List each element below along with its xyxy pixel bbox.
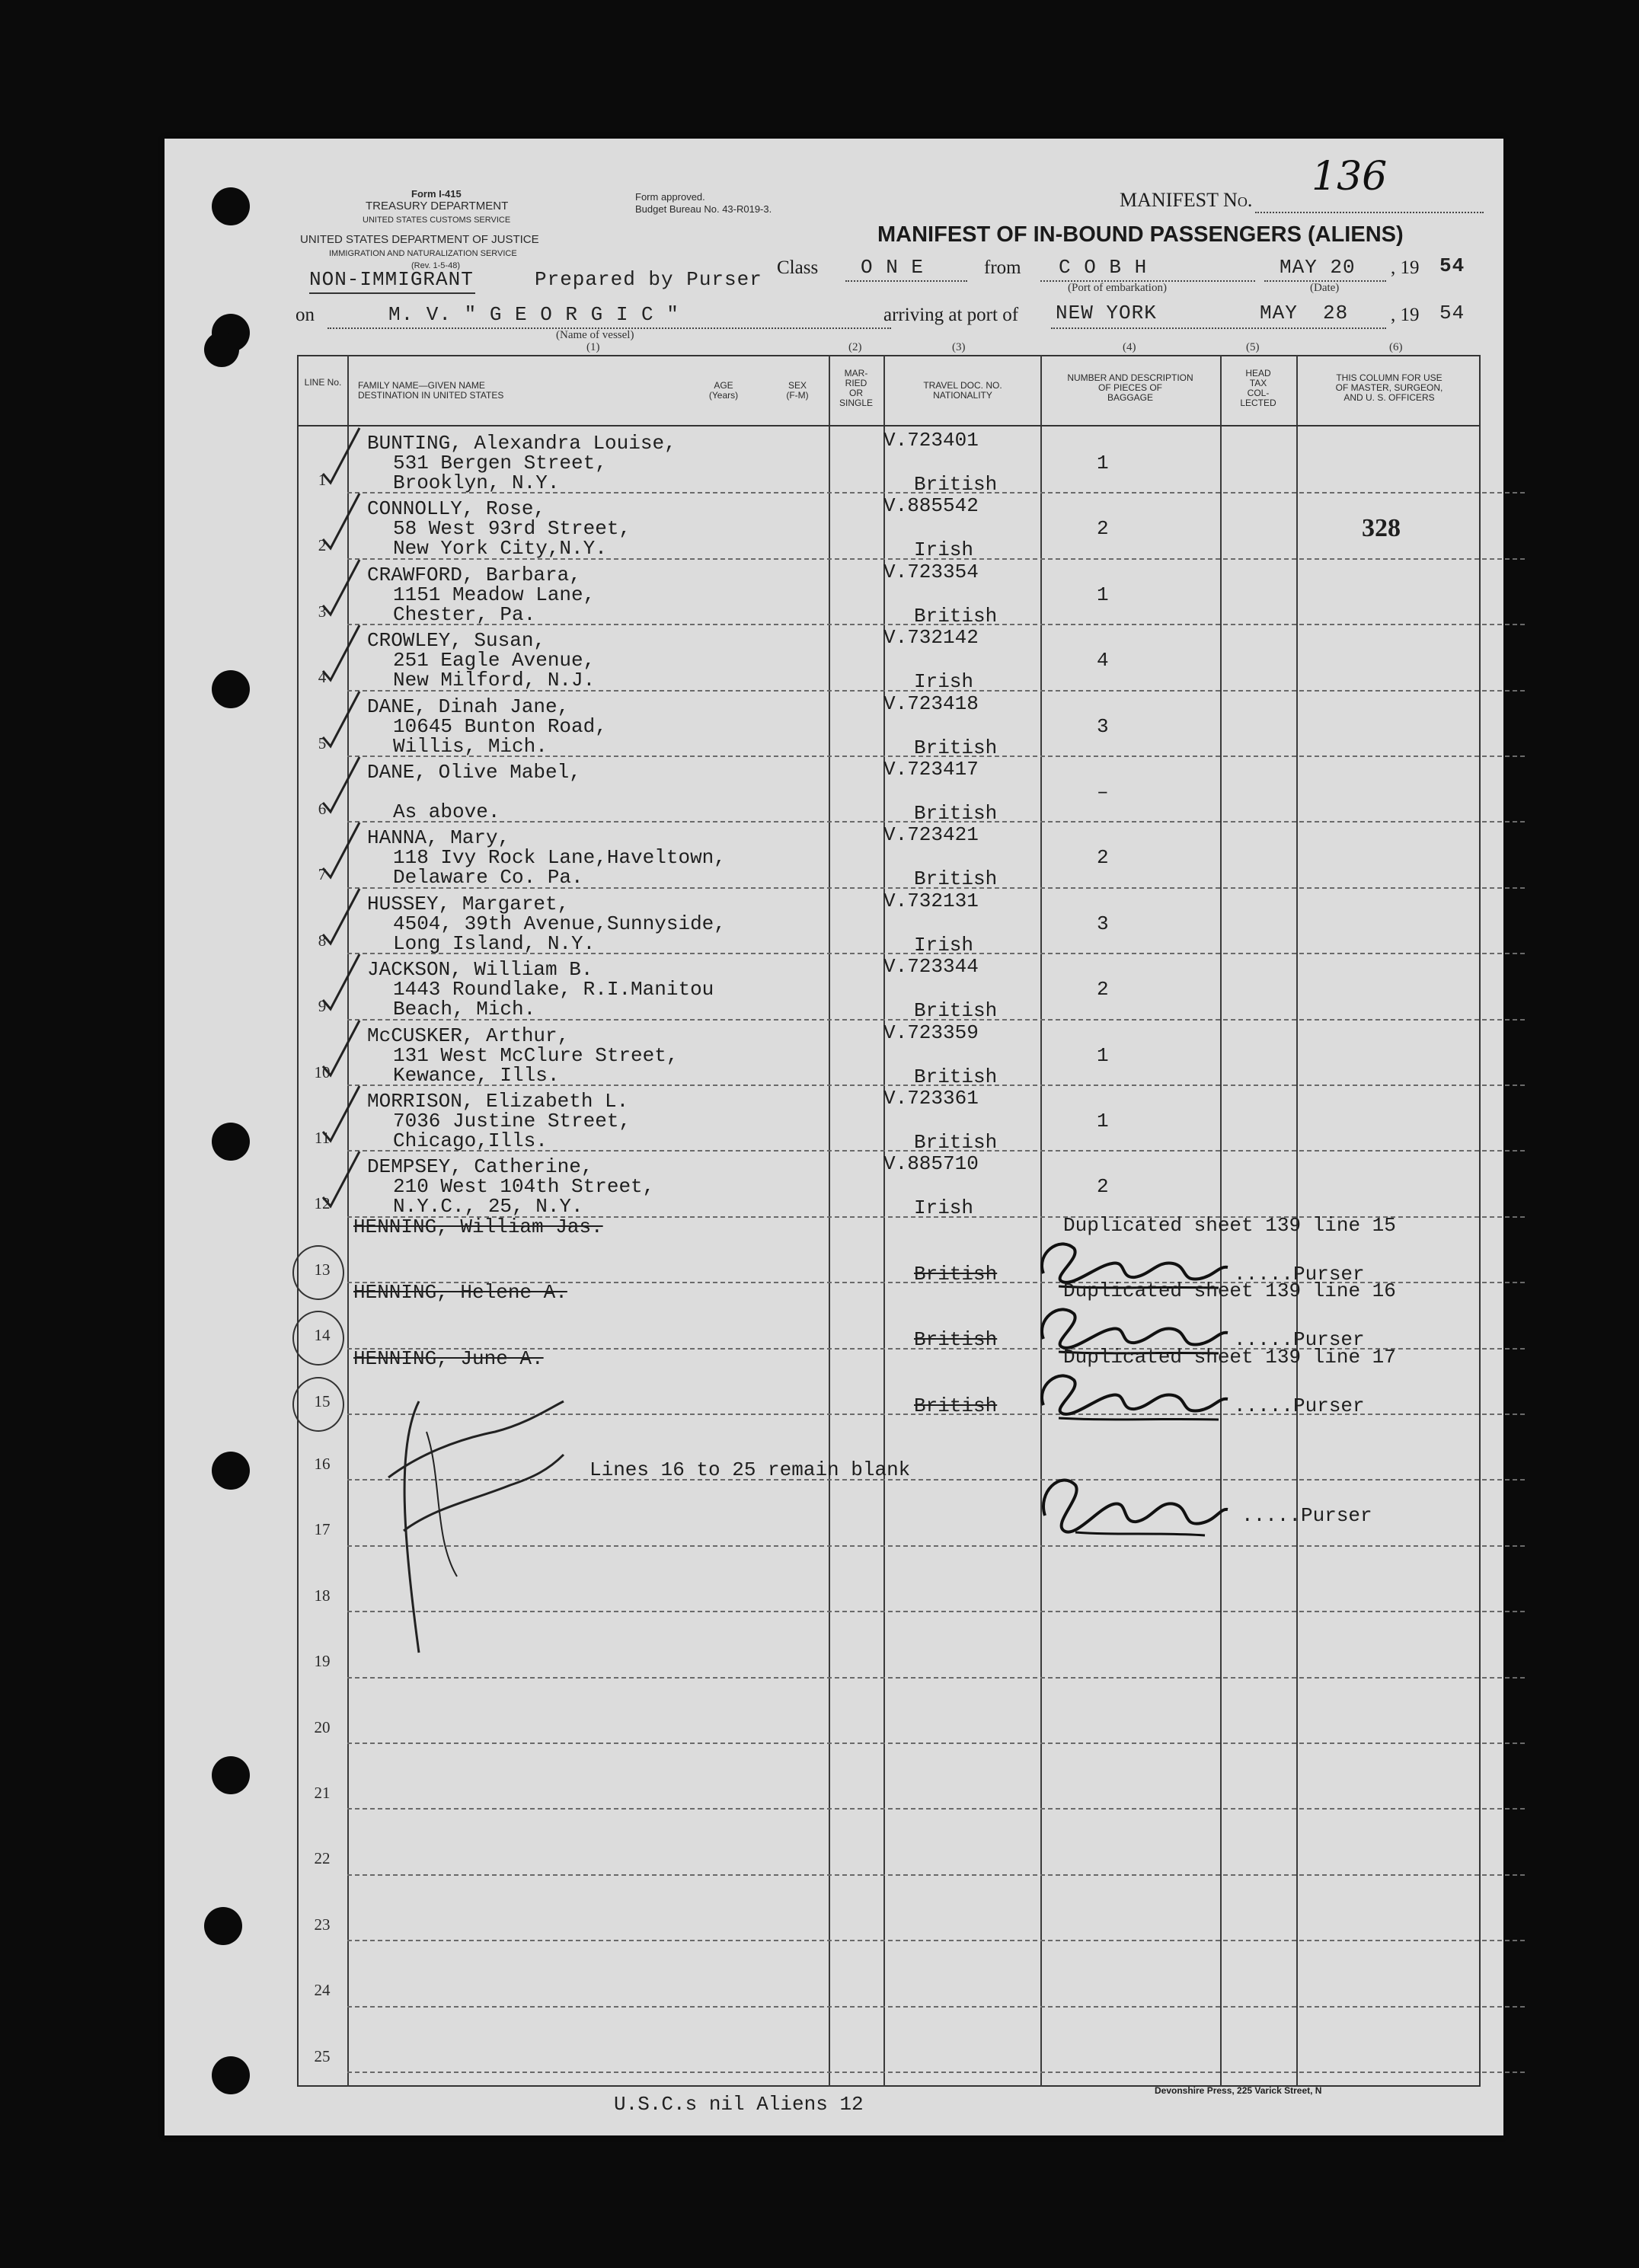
check-mark bbox=[318, 815, 364, 883]
row-separator bbox=[347, 1808, 1525, 1810]
form-number: Form I-415 bbox=[411, 188, 462, 200]
struck-nationality: British bbox=[914, 1394, 998, 1417]
travel-doc-no: V.723401 bbox=[883, 429, 979, 452]
col-num-6: (6) bbox=[1389, 341, 1403, 353]
struck-passenger-name: HENNING, June A. bbox=[353, 1346, 544, 1370]
address-line: New Milford, N.J. bbox=[393, 669, 596, 692]
justice-dept: UNITED STATES DEPARTMENT OF JUSTICE bbox=[300, 233, 539, 246]
budget-bureau: Budget Bureau No. 43-R019-3. bbox=[635, 203, 772, 215]
travel-doc-no: V.723417 bbox=[883, 758, 979, 781]
baggage-count: 3 bbox=[1097, 912, 1109, 935]
travel-doc-no: V.723418 bbox=[883, 692, 979, 715]
baggage-count: – bbox=[1097, 781, 1109, 803]
check-mark bbox=[318, 1144, 364, 1212]
row-separator bbox=[347, 1743, 1525, 1744]
col-header-headtax: HEAD TAX COL- LECTED bbox=[1240, 368, 1276, 408]
address-line: 1151 Meadow Lane, bbox=[393, 583, 596, 606]
port-embark-caption: (Port of embarkation) bbox=[1068, 282, 1167, 294]
line-number: 19 bbox=[314, 1652, 331, 1671]
manifest-no-label: MANIFEST No. bbox=[1120, 189, 1253, 211]
col-header-married: MAR- RIED OR SINGLE bbox=[839, 368, 873, 408]
travel-doc-no: V.732131 bbox=[883, 889, 979, 912]
check-mark bbox=[318, 420, 364, 489]
passenger-name: HANNA, Mary, bbox=[367, 826, 510, 850]
address-line: Kewance, Ills. bbox=[393, 1063, 560, 1087]
check-mark bbox=[318, 552, 364, 621]
baggage-count: 1 bbox=[1097, 1043, 1109, 1067]
passenger-name: CONNOLLY, Rose, bbox=[367, 497, 546, 521]
address-line: 1443 Roundlake, R.I.Manitou bbox=[393, 978, 714, 1001]
baggage-count: 1 bbox=[1097, 583, 1109, 606]
address-line: Brooklyn, N.Y. bbox=[393, 471, 560, 494]
manifest-title: MANIFEST OF IN-BOUND PASSENGERS (ALIENS) bbox=[877, 222, 1404, 247]
on-label: on bbox=[296, 305, 315, 325]
inspector-signature bbox=[373, 1386, 571, 1660]
manifest-number: 136 bbox=[1312, 154, 1388, 200]
col-divider bbox=[1040, 355, 1042, 2087]
vessel-caption: (Name of vessel) bbox=[556, 329, 634, 341]
passenger-name: BUNTING, Alexandra Louise, bbox=[367, 432, 676, 455]
travel-doc-no: V.723359 bbox=[883, 1021, 979, 1044]
col-header-officers: THIS COLUMN FOR USE OF MASTER, SURGEON, AND U. S. OFFICERS bbox=[1335, 372, 1443, 403]
purser-signature bbox=[1030, 1462, 1243, 1546]
baggage-count: 2 bbox=[1097, 978, 1109, 1001]
address-line: 4504, 39th Avenue,Sunnyside, bbox=[393, 912, 726, 935]
address-line: Chicago,Ills. bbox=[393, 1129, 548, 1152]
class-label: Class bbox=[777, 257, 819, 278]
punch-hole bbox=[212, 670, 250, 708]
baggage-count: 1 bbox=[1097, 1110, 1109, 1132]
row-separator bbox=[347, 1874, 1525, 1876]
punch-hole bbox=[212, 1756, 250, 1794]
col-num-1: (1) bbox=[586, 341, 600, 353]
line-number: 7 bbox=[318, 865, 327, 884]
baggage-count: 2 bbox=[1097, 846, 1109, 870]
line-circle bbox=[292, 1311, 344, 1366]
struck-nationality: British bbox=[914, 1262, 998, 1286]
line-number: 20 bbox=[314, 1717, 331, 1736]
line-number: 9 bbox=[318, 997, 327, 1016]
travel-doc-no: V.885710 bbox=[883, 1152, 979, 1176]
passenger-name: CRAWFORD, Barbara, bbox=[367, 563, 581, 586]
address-line: 58 West 93rd Street, bbox=[393, 517, 631, 541]
address-line: 118 Ivy Rock Lane,Haveltown, bbox=[393, 846, 726, 870]
punch-hole bbox=[212, 1452, 250, 1490]
address-line: 10645 Bunton Road, bbox=[393, 714, 607, 738]
travel-doc-no: V.723361 bbox=[883, 1087, 979, 1110]
check-mark bbox=[318, 684, 364, 752]
baggage-count: 3 bbox=[1097, 714, 1109, 738]
col-num-5: (5) bbox=[1246, 341, 1260, 353]
officer-note: 328 bbox=[1362, 514, 1401, 543]
form-approved: Form approved. bbox=[635, 191, 705, 203]
arriving-label: arriving at port of bbox=[883, 305, 1019, 325]
address-line: 251 Eagle Avenue, bbox=[393, 649, 596, 672]
baggage-count: 2 bbox=[1097, 517, 1109, 541]
line-number: 6 bbox=[318, 800, 327, 818]
travel-doc-no: V.885542 bbox=[883, 494, 979, 518]
passenger-name: DANE, Olive Mabel, bbox=[367, 761, 581, 784]
row-separator bbox=[347, 1940, 1525, 1941]
year1: 54 bbox=[1439, 254, 1465, 277]
address-line: 7036 Justine Street, bbox=[393, 1110, 631, 1132]
travel-doc-no: V.723344 bbox=[883, 955, 979, 979]
nationality: Irish bbox=[914, 933, 974, 957]
nationality: British bbox=[914, 473, 998, 496]
nationality: Irish bbox=[914, 1196, 974, 1220]
customs-service: UNITED STATES CUSTOMS SERVICE bbox=[363, 216, 511, 225]
line-number: 4 bbox=[318, 668, 327, 687]
purser-label: .....Purser bbox=[1234, 1394, 1365, 1417]
revision: (Rev. 1-5-48) bbox=[411, 261, 460, 270]
row-separator bbox=[347, 1677, 1525, 1679]
blank-lines-note: Lines 16 to 25 remain blank bbox=[589, 1458, 911, 1481]
col-header-baggage: NUMBER AND DESCRIPTION OF PIECES OF BAGGAGE bbox=[1067, 372, 1193, 403]
nationality: Irish bbox=[914, 538, 974, 562]
check-mark bbox=[318, 947, 364, 1015]
col-header-age: AGE (Years) bbox=[708, 380, 739, 401]
address-line: N.Y.C., 25, N.Y. bbox=[393, 1195, 583, 1219]
address-line: Long Island, N.Y. bbox=[393, 931, 596, 955]
punch-hole bbox=[204, 1907, 242, 1945]
baggage-count: 1 bbox=[1097, 452, 1109, 474]
line-number: 2 bbox=[318, 536, 327, 555]
arrival-date: MAY 28 bbox=[1260, 302, 1349, 324]
manifest-no-underline bbox=[1255, 212, 1484, 213]
line-number: 23 bbox=[314, 1915, 331, 1934]
line-number: 11 bbox=[314, 1129, 331, 1147]
line-circle bbox=[292, 1377, 344, 1432]
col-header-line: LINE No. bbox=[304, 377, 342, 388]
passenger-name: JACKSON, William B. bbox=[367, 958, 593, 982]
struck-passenger-name: HENNING, William Jas. bbox=[353, 1215, 603, 1238]
passenger-name: MORRISON, Elizabeth L. bbox=[367, 1090, 629, 1113]
row-separator bbox=[347, 2006, 1525, 2008]
passenger-name: CROWLEY, Susan, bbox=[367, 629, 546, 653]
class-value: O N E bbox=[861, 256, 925, 279]
passenger-name: DANE, Dinah Jane, bbox=[367, 695, 570, 718]
address-line: Delaware Co. Pa. bbox=[393, 866, 583, 890]
nationality: Irish bbox=[914, 670, 974, 694]
nationality: British bbox=[914, 736, 998, 759]
struck-nationality: British bbox=[914, 1328, 998, 1352]
travel-doc-no: V.732142 bbox=[883, 626, 979, 650]
col-header-sex: SEX (F-M) bbox=[786, 380, 809, 401]
row-separator bbox=[347, 2072, 1525, 2073]
passenger-name: DEMPSEY, Catherine, bbox=[367, 1155, 593, 1179]
arrival-port: NEW YORK bbox=[1056, 302, 1157, 324]
check-mark bbox=[318, 1078, 364, 1147]
check-mark bbox=[318, 749, 364, 818]
col-num-4: (4) bbox=[1123, 341, 1136, 353]
address-line: Willis, Mich. bbox=[393, 734, 548, 758]
year2-prefix: , 19 bbox=[1391, 305, 1420, 325]
col-divider bbox=[883, 355, 885, 2087]
line-number: 1 bbox=[318, 471, 327, 489]
nationality: British bbox=[914, 867, 998, 891]
purser-label: .....Purser bbox=[1234, 1262, 1365, 1286]
duplicate-note: Duplicated sheet 139 line 16 bbox=[1063, 1279, 1396, 1303]
line-number: 15 bbox=[314, 1391, 331, 1410]
travel-doc-no: V.723421 bbox=[883, 823, 979, 847]
footer-summary: U.S.C.s nil Aliens 12 bbox=[614, 2093, 864, 2116]
arrival-underline bbox=[1051, 327, 1386, 329]
col-divider bbox=[829, 355, 830, 2087]
address-line: Chester, Pa. bbox=[393, 602, 536, 626]
from-port: C O B H bbox=[1059, 256, 1148, 279]
punch-hole bbox=[204, 332, 239, 367]
line-number: 5 bbox=[318, 733, 327, 752]
line-number: 10 bbox=[314, 1062, 331, 1081]
header-bottom-line bbox=[297, 425, 1481, 426]
from-label: from bbox=[984, 257, 1021, 278]
line-number: 3 bbox=[318, 602, 327, 621]
line-number: 18 bbox=[314, 1586, 331, 1605]
travel-doc-no: V.723354 bbox=[883, 560, 979, 583]
col-header-name: FAMILY NAME—GIVEN NAME DESTINATION IN UNITED STATES bbox=[358, 380, 504, 401]
line-circle bbox=[292, 1245, 344, 1300]
treasury-dept: TREASURY DEPARTMENT bbox=[366, 200, 509, 212]
non-immigrant: NON-IMMIGRANT bbox=[309, 268, 474, 291]
line-number: 12 bbox=[314, 1194, 331, 1213]
year2: 54 bbox=[1439, 302, 1465, 324]
line-number: 8 bbox=[318, 931, 327, 950]
nationality: British bbox=[914, 1065, 998, 1088]
line-number: 13 bbox=[314, 1260, 331, 1279]
line-number: 25 bbox=[314, 2046, 331, 2065]
line-number: 24 bbox=[314, 1981, 331, 2000]
address-line: As above. bbox=[393, 800, 500, 823]
punch-hole bbox=[212, 187, 250, 225]
passenger-name: McCUSKER, Arthur, bbox=[367, 1024, 570, 1047]
passenger-name: HUSSEY, Margaret, bbox=[367, 892, 570, 915]
nationality: British bbox=[914, 1131, 998, 1154]
address-line: 131 West McClure Street, bbox=[393, 1043, 679, 1067]
check-mark bbox=[318, 881, 364, 950]
nationality: British bbox=[914, 604, 998, 628]
check-mark bbox=[318, 486, 364, 554]
class-underline bbox=[845, 280, 967, 282]
address-line: New York City,N.Y. bbox=[393, 537, 607, 561]
prepared-by: Prepared by Purser bbox=[535, 268, 762, 291]
punch-hole bbox=[212, 2056, 250, 2094]
col-num-3: (3) bbox=[952, 341, 966, 353]
address-line: Beach, Mich. bbox=[393, 998, 536, 1021]
line-number: 14 bbox=[314, 1326, 331, 1345]
duplicate-note: Duplicated sheet 139 line 17 bbox=[1063, 1345, 1396, 1369]
address-line: 210 West 104th Street, bbox=[393, 1175, 655, 1199]
ins-service: IMMIGRATION AND NATURALIZATION SERVICE bbox=[329, 249, 517, 258]
baggage-count: 4 bbox=[1097, 649, 1109, 672]
year1-prefix: , 19 bbox=[1391, 257, 1420, 278]
baggage-count: 2 bbox=[1097, 1175, 1109, 1199]
departure-date: MAY 20 bbox=[1280, 256, 1356, 279]
line-number: 16 bbox=[314, 1455, 331, 1473]
col-header-travel: TRAVEL DOC. NO. NATIONALITY bbox=[923, 380, 1002, 401]
date-caption: (Date) bbox=[1310, 282, 1340, 294]
purser-signature bbox=[1028, 1363, 1241, 1424]
purser-label: .....Purser bbox=[1234, 1328, 1365, 1352]
punch-hole bbox=[212, 1123, 250, 1161]
check-mark bbox=[318, 1013, 364, 1081]
struck-passenger-name: HENNING, Helene A. bbox=[353, 1281, 567, 1305]
final-purser: .....Purser bbox=[1241, 1504, 1372, 1527]
address-line: 531 Bergen Street, bbox=[393, 452, 607, 474]
nationality: British bbox=[914, 999, 998, 1023]
line-number: 17 bbox=[314, 1520, 331, 1539]
line-number: 21 bbox=[314, 1784, 331, 1802]
non-immigrant-underline bbox=[309, 292, 475, 294]
footer-printer: Devonshire Press, 225 Varick Street, N bbox=[1155, 2085, 1322, 2096]
col-num-2: (2) bbox=[848, 341, 862, 353]
nationality: British bbox=[914, 802, 998, 825]
duplicate-note: Duplicated sheet 139 line 15 bbox=[1063, 1213, 1396, 1237]
vessel-name: M. V. " G E O R G I C " bbox=[388, 303, 679, 326]
check-mark bbox=[318, 618, 364, 686]
line-number: 22 bbox=[314, 1849, 331, 1868]
